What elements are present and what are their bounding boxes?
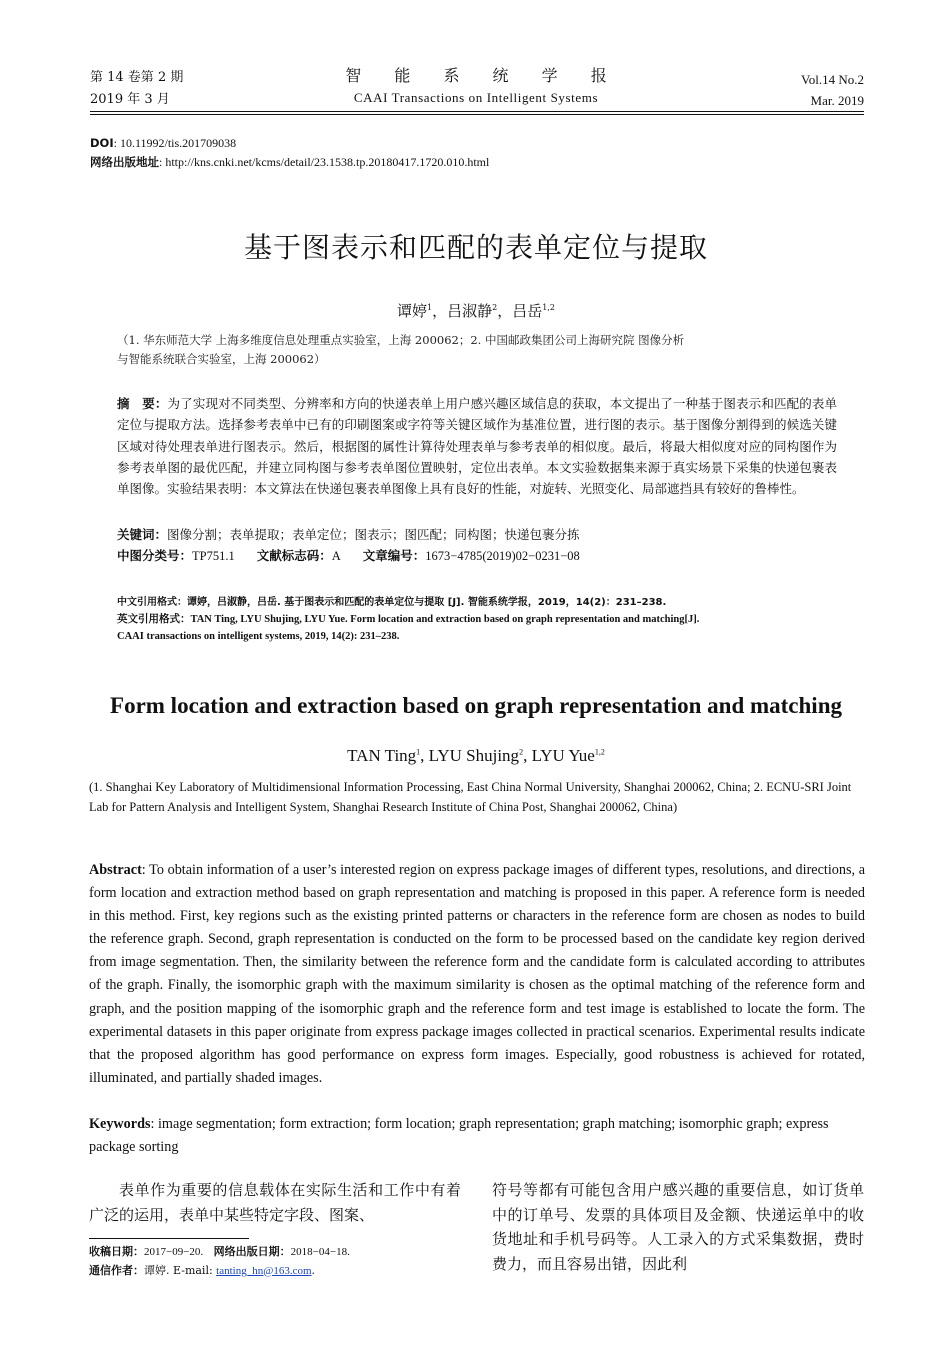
affiliation-cn-line2: 与智能系统联合实验室，上海 200062） — [117, 352, 326, 366]
authors-en — [0, 746, 952, 766]
author-cn-2: ，吕淑静 — [432, 302, 493, 320]
header-journal-en: CAAI Transactions on Intelligent Systems — [353, 90, 599, 105]
online-url-value[interactable]: : http://kns.cnki.net/kcms/detail/23.1538.tp.20180417.1720.010.html — [159, 155, 490, 169]
affiliation-en: (1. Shanghai Key Laboratory of Multidimensional Information Processing, East China Normal University, Shanghai 200062, China; 2. ECNU-SRI Joint Lab for Pattern Analysis and Intelligent System, Shanghai Research Institute of China Post, Shanghai 200062, China) — [89, 780, 852, 814]
affiliation-cn — [117, 331, 837, 369]
header-journal-cn: 智 能 系 统 学 报 — [345, 66, 621, 85]
online-date-value: 2018−04−18. — [290, 1246, 350, 1258]
citation-block — [117, 594, 847, 645]
author-cn-3-sup: 1,2 — [542, 303, 555, 312]
header-volume-cn: 第 14 卷第 2 期 — [90, 70, 184, 85]
authors-cn — [0, 300, 952, 321]
abstract-en-label: Abstract — [89, 862, 142, 878]
author-en-1-sup: 1 — [416, 747, 421, 757]
received-label: 收稿日期： — [89, 1245, 144, 1258]
citation-en-line2: CAAI transactions on intelligent systems, 2019, 14(2): 231–238. — [117, 631, 400, 642]
online-date-label: 网络出版日期： — [213, 1245, 291, 1258]
header-rule-second — [90, 114, 864, 115]
keywords-cn-text: 图像分割；表单提取；表单定位；图表示；图匹配；同构图；快递包裹分拣 — [167, 527, 580, 542]
footnote-dates — [89, 1243, 350, 1262]
abstract-cn — [117, 393, 837, 499]
title-en: Form location and extraction based on graph representation and matching — [110, 693, 842, 718]
clc-label: 中图分类号： — [117, 548, 193, 563]
online-url-line — [90, 153, 489, 171]
author-en-2: , LYU Shujing — [420, 746, 520, 765]
citation-cn: 中文引用格式：谭婷，吕淑静，吕岳. 基于图表示和匹配的表单定位与提取 [J]. 智能系统学报，2019，14(2)：231–238. — [117, 597, 667, 608]
author-en-1: TAN Ting — [347, 746, 417, 765]
citation-en-line1: 英文引用格式：TAN Ting, LYU Shujing, LYU Yue. Form location and extraction based on graph representation and matching[J]. — [117, 614, 700, 625]
abstract-cn-text: 为了实现对不同类型、分辨率和方向的快递表单上用户感兴趣区域信息的获取，本文提出了一种基于图表示和匹配的表单定位与提取方法。选择参考表单中已有的印刷图案或字符等关键区域作为基准位置，进行图的表示。基于图像分割得到的候选关键区域对待处理表单进行图表示。然后，根据图的属性计算待处理表单与参考表单的相似度。最后，将最大相似度对应的同构图作为参考表单图的最优匹配，并建立同构图与参考表单图位置映射，定位出表单。本文实验数据集来源于真实场景下采集的快递包裹表单图像。实验结果表明：本文算法在快递包裹表单图像上具有良好的性能，对旋转、光照变化、局部遮挡具有较好的鲁棒性。 — [117, 396, 837, 497]
keywords-en — [89, 1113, 865, 1159]
body-column-right: 符号等都有可能包含用户感兴趣的重要信息，如订货单中的订单号、发票的具体项目及金额、快递运单中的收货地址和手机号码等。人工录入的方式采集数据，费时费力，而且容易出错，因此利 — [492, 1181, 864, 1273]
online-url-label: 网络出版地址 — [90, 155, 159, 169]
author-en-3: , LYU Yue — [523, 746, 595, 765]
author-cn-1: 谭婷 — [397, 302, 428, 320]
author-cn-1-sup: 1 — [427, 303, 433, 312]
abstract-en — [89, 859, 865, 1090]
received-value: 2017−09−20. — [144, 1246, 204, 1258]
article-no-value: 1673−4785(2019)02−0231−08 — [425, 549, 580, 563]
header-date-cn: 2019 年 3 月 — [90, 92, 170, 107]
keywords-en-label: Keywords — [89, 1116, 151, 1132]
footnote-corresponding — [89, 1262, 350, 1281]
header-volume-en: Vol.14 No.2 — [801, 72, 864, 87]
author-en-2-sup: 2 — [519, 747, 524, 757]
article-no-label: 文章编号： — [362, 548, 426, 563]
clc-value: TP751.1 — [192, 549, 235, 563]
body-column-left: 表单作为重要的信息载体在实际生活和工作中有着广泛的运用，表单中某些特定字段、图案、 — [89, 1181, 461, 1224]
corresponding-label: 通信作者： — [89, 1263, 144, 1277]
classification-cn — [117, 545, 837, 567]
abstract-en-text: : To obtain information of a user’s interested region on express package images of different types, resolutions, and directions, a form location and extraction method based on graph representation and matching is proposed in this paper. A reference form is needed in this method. First, key regions such as the existing printed patterns or characters in the reference form are chosen as nodes to build the reference graph. Second, graph representation is conducted on the form to be processed based on the candidate key region derived from image segmentation. Then, the similarity between the reference form and the candidate form is calculated according to attributes of the graph. Finally, the isomorphic graph with the maximum similarity is chosen as the optimal matching of the reference form and graph, and the position mapping of the isomorphic graph and the reference form and test image is established to locate the form. The experimental datasets in this paper originate from express package images collected in practical scenarios. Experimental results indicate that the proposed algorithm has good performance on express form images. Especially, good robustness is achieved for rotated, illuminated, and partially shaded images. — [89, 862, 865, 1086]
email-link[interactable]: tanting_hn@163.com — [216, 1264, 312, 1277]
header-date-en: Mar. 2019 — [810, 93, 864, 108]
footnote — [89, 1243, 350, 1280]
doi-line — [90, 134, 236, 152]
doc-code-label: 文献标志码： — [256, 548, 332, 563]
corresponding-value: 谭婷. E-mail: — [144, 1263, 217, 1277]
doc-code-value: A — [331, 549, 341, 563]
keywords-cn — [117, 524, 837, 545]
affiliation-cn-line1: （1. 华东师范大学 上海多维度信息处理重点实验室，上海 200062；2. 中国邮政集团公司上海研究院 图像分析 — [117, 333, 685, 347]
author-cn-2-sup: 2 — [492, 303, 498, 312]
author-en-3-sup: 1,2 — [594, 747, 605, 757]
keywords-en-text: : image segmentation; form extraction; form location; graph representation; graph matching; isomorphic graph; express package sorting — [89, 1116, 829, 1156]
abstract-cn-label: 摘 要： — [117, 396, 168, 411]
header-rule — [90, 111, 864, 112]
keywords-cn-label: 关键词： — [117, 527, 168, 542]
footnote-rule — [89, 1238, 249, 1239]
doi-label: DOI — [90, 136, 114, 150]
footnote-end: . — [311, 1263, 316, 1277]
author-cn-3: ，吕岳 — [497, 302, 543, 320]
doi-value[interactable]: : 10.11992/tis.201709038 — [113, 136, 237, 150]
title-cn: 基于图表示和匹配的表单定位与提取 — [243, 231, 708, 264]
